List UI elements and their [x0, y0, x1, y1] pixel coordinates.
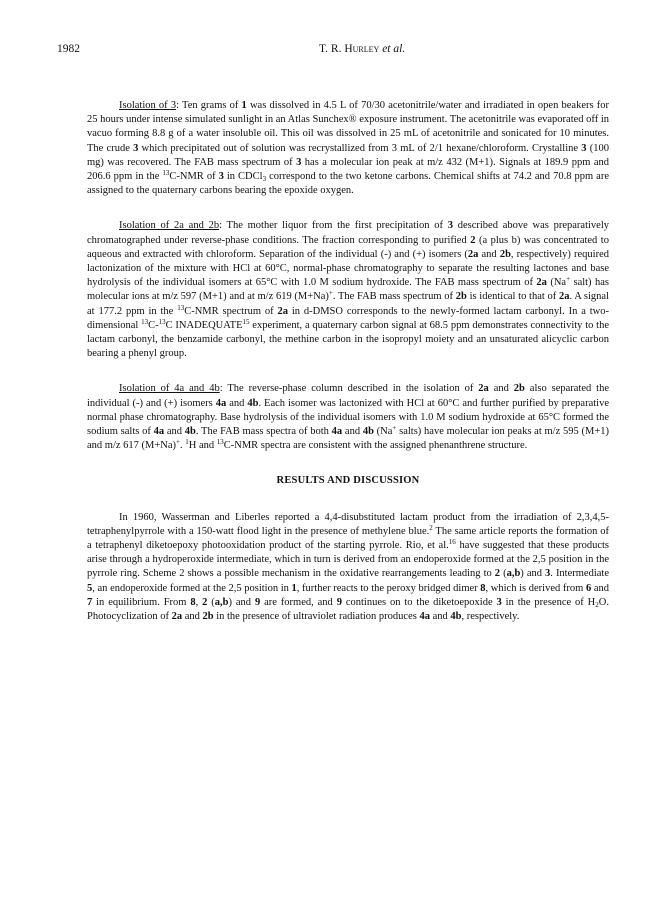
running-author — [319, 43, 405, 55]
subheading-isolation-4a-4b: Isolation of 4a and 4b — [119, 383, 220, 395]
author-initials: T. R. — [319, 43, 345, 55]
subheading-isolation-2a-2b: Isolation of 2a and 2b — [119, 220, 220, 232]
page-number: 1982 — [57, 43, 80, 55]
paragraph-isolation-4a-4b: Isolation of 4a and 4b: The reverse-phase column described in the isolation of 2a and 2b also separated the individual (-) and (+) isomers 4a and 4b. Each isomer was lactonized with HCl at 60°C and further purified by preparative normal phase chromatography. Base hydrolysis of the individual isomers with 1.0 M sodium hydroxide at 65°C formed the sodium salts of 4a and 4b. The FAB mass spectra of both 4a and 4b (Na+ salts) have molecular ion peaks at m/z 595 (M+1) and m/z 617 (M+Na)+. $^1$H and $^{13}$C-NMR spectra are consistent with the assigned phenanthrene structure. — [87, 383, 609, 452]
paragraph-results: In 1960, Wasserman and Liberles reported a 4,4-disubstituted lactam product from the irradiation of 2,3,4,5-tetraphenylpyrrole with a 150-watt flood light in the presence of methylene blue.$^2$ The same article reports the formation of a tetraphenyl diketoepoxy photooxidation product of the starting pyrrole. Rio, et al.$^{16}$ have suggested that these products arise through a hydroperoxide intermediate, which in turn is derived from an endoperoxide formed at the 2,5 position in the pyrrole ring. Scheme 2 shows a possible mechanism in the oxidative rearrangements leading to 2 (a,b) and 3. Intermediate 5, an endoperoxide formed at the 2,5 position in 1, further reacts to the peroxy bridged dimer 8, which is derived from 6 and 7 in equilibrium. From 8, 2 (a,b) and 9 are formed, and 9 continues on to the diketoepoxide 3 in the presence of $H_2O$. Photocyclization of 2a and 2b in the presence of ultraviolet radiation produces 4a and 4b, respectively. — [87, 511, 609, 623]
paragraph-isolation-2a-2b: Isolation of 2a and 2b: The mother liquor from the first precipitation of 3 described above was preparatively chromatographed under reverse-phase conditions. The fraction corresponding to purified 2 (a plus b) was concentrated to aqueous and extracted with chloroform. Separation of the individual (-) and (+) isomers (2a and 2b, respectively) required lactonization of the mixture with HCl at 60°C, normal-phase chromatography to separate the resulting lactones and base hydrolysis of the individual isomers at 65°C with 1.0 M sodium hydroxide. The FAB mass spectrum of 2a (Na+ salt) has molecular ions at m/z 597 (M+1) and at m/z 619 (M+Na)+. The FAB mass spectrum of 2b is identical to that of 2a. A signal at 177.2 ppm in the $^{13}$C-NMR spectrum of 2a in d-DMSO corresponds to the newly-formed lactam carbonyl. In a two-dimensional $^{13}$C-$^{13}$C INADEQUATE$^{15}$ experiment, a quaternary carbon signal at 68.5 ppm demonstrates connectivity to the lactam carbonyl, the benzamide carbonyl, the methine carbon in the isopropyl moiety and an unsaturated alicyclic carbon bearing a phenyl group. — [87, 220, 609, 360]
paragraph-isolation-3: Isolation of 3: Ten grams of 1 was dissolved in 4.5 L of 70/30 acetonitrile/water and irradiated in open beakers for 25 hours under intense simulated sunlight in an Atlas Sunchex® exposure instrument. The acetonitrile was evaporated off in vacuo forming 8.8 g of a water insoluble oil. This oil was dissolved in 25 mL of acetonitrile and sonicated for 10 minutes. The crude 3 which precipitated out of solution was recrystallized from 3 mL of 2/1 hexane/chloroform. Crystalline 3 (100 mg) was recovered. The FAB mass spectrum of 3 has a molecular ion peak at m/z 432 (M+1). Signals at 189.9 ppm and 206.6 ppm in the $^{13}$C-NMR of 3 in CDCl$_3$ correspond to the two ketone carbons. Chemical shifts at 74.2 and 70.8 ppm are assigned to the quaternary carbons bearing the epoxide oxygen. — [87, 100, 609, 197]
article-body — [87, 99, 609, 645]
section-heading-results: RESULTS AND DISCUSSION — [276, 475, 420, 487]
running-header — [57, 43, 617, 59]
subheading-isolation-3: Isolation of 3 — [119, 100, 177, 111]
author-et-al: et al. — [379, 43, 406, 55]
author-surname: Hurley — [344, 43, 380, 55]
